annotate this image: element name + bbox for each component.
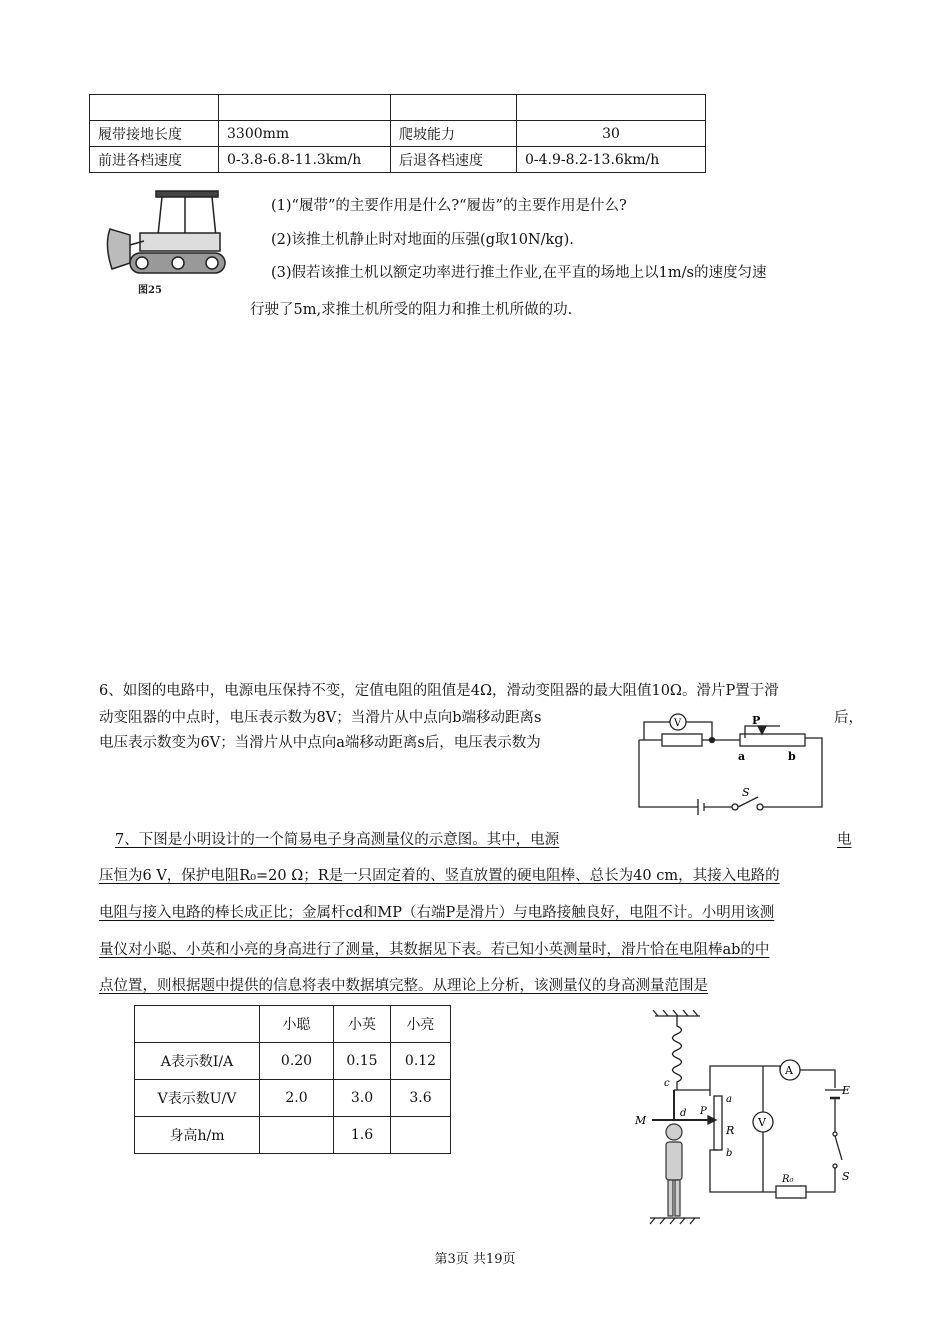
q7-line2: 压恒为6 V，保护电阻R₀=20 Ω；R是一只固定着的、竖直放置的硬电阻棒、总长为40 cm，其接入电路的 xyxy=(99,868,780,884)
voltmeter-label: V xyxy=(758,1116,766,1129)
q7-line3: 电阻与接入电路的棒长成正比；金属杆cd和MP（右端P是滑片）与电路接触良好，电阻不计。小明用该测 xyxy=(99,905,775,921)
figure-caption: 图25 xyxy=(138,285,162,296)
table-cell xyxy=(391,95,517,121)
q6-line2-left: 动变阻器的中点时，电压表示数为8V；当滑片从中点向b端移动距离s xyxy=(99,710,542,726)
q6-circuit-diagram xyxy=(630,712,830,822)
table-header-cell: 小英 xyxy=(334,1006,391,1043)
ammeter-label: A xyxy=(785,1064,793,1077)
table-header-cell xyxy=(135,1006,260,1043)
q5-part2: (2)该推土机静止时对地面的压强(g取10N/kg). xyxy=(271,232,574,248)
table-cell: 1.6 xyxy=(334,1117,391,1154)
table-cell: 爬坡能力 xyxy=(391,121,517,147)
q7-line4: 量仪对小聪、小英和小亮的身高进行了测量，其数据见下表。若已知小英测量时，滑片恰在电阻棒ab的中 xyxy=(99,942,770,958)
table-cell: 0.12 xyxy=(391,1043,451,1080)
table-row xyxy=(135,1080,451,1117)
table-cell: 3.6 xyxy=(391,1080,451,1117)
label-e: E xyxy=(842,1084,851,1097)
end-a-label: a xyxy=(738,750,746,763)
q6-line2-right: 后， xyxy=(834,710,863,726)
q6-line3: 电压表示数变为6V；当滑片从中点向a端移动距离s后，电压表示数为 xyxy=(99,735,541,751)
table-cell xyxy=(517,95,706,121)
bulldozer-figure xyxy=(100,185,235,297)
table-row xyxy=(135,1043,451,1080)
table-cell: 30 xyxy=(517,121,706,147)
person-figure xyxy=(666,1124,682,1216)
table-header-cell: 小聪 xyxy=(260,1006,334,1043)
table-cell: V表示数U/V xyxy=(135,1080,260,1117)
table-cell xyxy=(219,95,391,121)
table-cell: 0-4.9-8.2-13.6km/h xyxy=(517,147,706,173)
table-cell: 0.15 xyxy=(334,1043,391,1080)
table-cell: 0-3.8-6.8-11.3km/h xyxy=(219,147,391,173)
q7-circuit-diagram xyxy=(630,1010,860,1230)
table-cell xyxy=(260,1117,334,1154)
table-row xyxy=(135,1117,451,1154)
q7-line5: 点位置，则根据题中提供的信息将表中数据填完整。从理论上分析，该测量仪的身高测量范围是 xyxy=(99,978,708,994)
table-cell xyxy=(90,95,219,121)
label-m: M xyxy=(635,1114,647,1127)
table-cell: A表示数I/A xyxy=(135,1043,260,1080)
table-cell: 0.20 xyxy=(260,1043,334,1080)
q5-part3-line1: (3)假若该推土机以额定功率进行推土作业,在平直的场地上以1m/s的速度匀速 xyxy=(271,265,767,281)
label-b: b xyxy=(726,1148,733,1159)
table-cell: 3.0 xyxy=(334,1080,391,1117)
table-cell: 后退各档速度 xyxy=(391,147,517,173)
voltmeter-label: V xyxy=(674,718,682,729)
end-b-label: b xyxy=(788,750,796,763)
spec-table xyxy=(89,94,706,173)
q5-part3-line2: 行驶了5m,求推土机所受的阻力和推土机所做的功. xyxy=(250,302,573,318)
table-cell: 3300mm xyxy=(219,121,391,147)
table-row xyxy=(90,95,706,121)
q5-part1: (1)“履带”的主要作用是什么?“履齿”的主要作用是什么? xyxy=(271,198,627,214)
table-row xyxy=(90,147,706,173)
page-footer: 第3页 共19页 xyxy=(434,1252,516,1267)
label-d: d xyxy=(680,1108,687,1119)
table-header-cell: 小亮 xyxy=(391,1006,451,1043)
table-cell: 身高h/m xyxy=(135,1117,260,1154)
table-cell xyxy=(391,1117,451,1154)
table-cell: 履带接地长度 xyxy=(90,121,219,147)
table-row xyxy=(90,121,706,147)
q7-line1-left: 7、下图是小明设计的一个简易电子身高测量仪的示意图。其中，电源 xyxy=(115,832,560,848)
q7-line1-right: 电 xyxy=(837,832,852,848)
label-r: R xyxy=(726,1124,735,1137)
label-p: P xyxy=(700,1106,707,1117)
table-header-row xyxy=(135,1006,451,1043)
label-r0: R₀ xyxy=(782,1174,794,1185)
table-cell: 2.0 xyxy=(260,1080,334,1117)
slider-p-label: P xyxy=(752,714,761,727)
label-c: c xyxy=(664,1078,670,1089)
height-data-table xyxy=(134,1005,451,1154)
switch-label: S xyxy=(742,786,750,799)
table-cell: 前进各档速度 xyxy=(90,147,219,173)
label-a: a xyxy=(726,1094,732,1105)
label-s: S xyxy=(842,1170,850,1183)
q6-line1: 6、如图的电路中，电源电压保持不变，定值电阻的阻值是4Ω，滑动变阻器的最大阻值10Ω。滑片P置于滑 xyxy=(99,683,779,699)
